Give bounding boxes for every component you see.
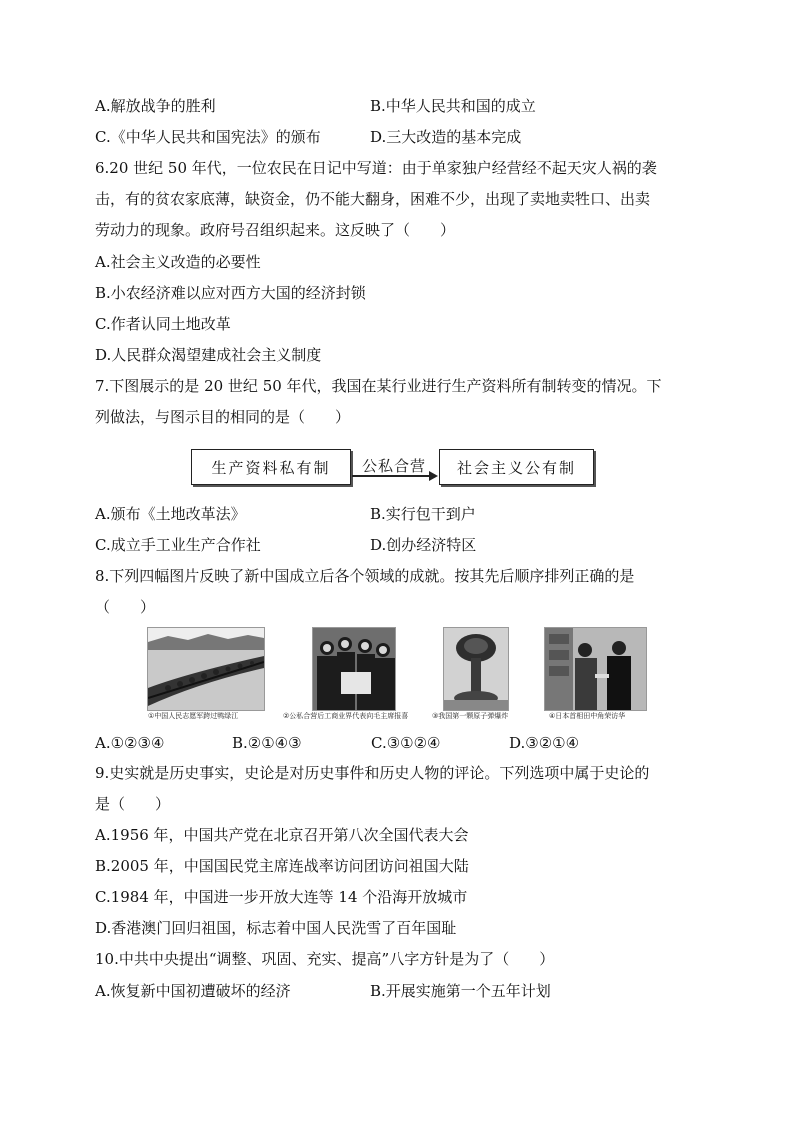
q8-option-c: C.③①②④	[371, 734, 441, 752]
q6-stem-line2: 击，有的贫农家底薄，缺资金，仍不能大翻身，困难不少，出现了卖地卖牲口、出卖	[95, 190, 651, 208]
q10-stem-line1: 10.中共中央提出“调整、巩固、充实、提高”八字方针是为了（ ）	[95, 950, 555, 968]
q6-stem-line3: 劳动力的现象。政府号召组织起来。这反映了（ ）	[95, 221, 456, 239]
diagram-arrow-head-icon	[429, 471, 438, 481]
q9-stem-line2: 是（ ）	[95, 795, 171, 813]
q5-option-a: A.解放战争的胜利	[95, 97, 216, 115]
photo-volunteers-crossing-river	[147, 627, 265, 711]
q9-option-d: D.香港澳门回归祖国，标志着中国人民洗雪了百年国耻	[95, 919, 457, 937]
q10-option-b: B.开展实施第一个五年计划	[370, 982, 551, 1000]
q6-stem-line1: 6.20 世纪 50 年代，一位农民在日记中写道：由于单家独户经营经不起天灾人祸的袭	[95, 159, 657, 177]
q8-option-d: D.③②①④	[509, 734, 580, 752]
q6-option-c: C.作者认同土地改革	[95, 315, 231, 333]
q9-option-c: C.1984 年，中国进一步开放大连等 14 个沿海开放城市	[95, 888, 468, 906]
photo-caption-2: ②公私合营后工商业界代表向毛主席报喜	[283, 712, 409, 720]
q10-option-a: A.恢复新中国初遭破坏的经济	[95, 982, 291, 1000]
q8-stem-line1: 8.下列四幅图片反映了新中国成立后各个领域的成就。按其先后顺序排列正确的是	[95, 567, 635, 585]
q5-option-c: C.《中华人民共和国宪法》的颁布	[95, 128, 321, 146]
photo-tanaka-visit	[544, 627, 647, 711]
q6-option-a: A.社会主义改造的必要性	[95, 253, 261, 271]
q8-option-b: B.②①④③	[232, 734, 302, 752]
q5-option-d: D.三大改造的基本完成	[370, 128, 522, 146]
q7-option-c: C.成立手工业生产合作社	[95, 536, 261, 554]
photo-atomic-bomb	[443, 627, 509, 711]
q7-option-b: B.实行包干到户	[370, 505, 476, 523]
photo-caption-4: ④日本首相田中角荣访华	[549, 712, 626, 720]
photo-caption-3: ③我国第一颗原子弹爆炸	[432, 712, 509, 720]
q9-option-b: B.2005 年，中国国民党主席连战率访问团访问祖国大陆	[95, 857, 469, 875]
diagram-arrow-label: 公私合营	[362, 457, 427, 475]
q8-option-a: A.①②③④	[95, 734, 165, 752]
q9-option-a: A.1956 年，中国共产党在北京召开第八次全国代表大会	[95, 826, 469, 844]
q8-stem-line2: （ ）	[95, 598, 156, 616]
q5-option-b: B.中华人民共和国的成立	[370, 97, 536, 115]
diagram-left-label: 生产资料私有制	[211, 458, 331, 477]
photo-business-representatives	[312, 627, 396, 711]
q7-option-d: D.创办经济特区	[370, 536, 477, 554]
diagram-right-box	[439, 449, 594, 485]
diagram-right-label: 社会主义公有制	[456, 458, 576, 477]
q6-option-b: B.小农经济难以应对西方大国的经济封锁	[95, 284, 366, 302]
diagram-arrow-line	[352, 475, 430, 477]
photo-caption-1: ①中国人民志愿军跨过鸭绿江	[148, 712, 239, 720]
q7-stem-line1: 7.下图展示的是 20 世纪 50 年代，我国在某行业进行生产资料所有制转变的情况。下	[95, 377, 662, 395]
q6-option-d: D.人民群众渴望建成社会主义制度	[95, 346, 322, 364]
q7-option-a: A.颁布《土地改革法》	[95, 505, 246, 523]
q9-stem-line1: 9.史实就是历史事实，史论是对历史事件和历史人物的评论。下列选项中属于史论的	[95, 764, 650, 782]
diagram-left-box	[191, 449, 351, 485]
q7-stem-line2: 列做法，与图示目的相同的是（ ）	[95, 408, 351, 426]
